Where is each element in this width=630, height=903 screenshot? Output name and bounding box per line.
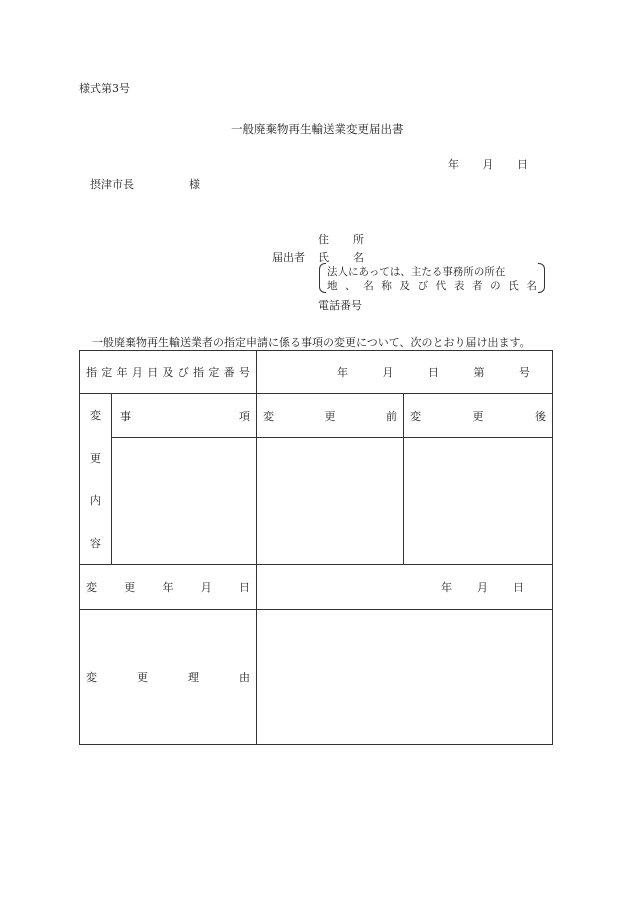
after-label-cell — [404, 394, 553, 438]
change-table — [79, 350, 553, 745]
addressee-honorific: 様 — [189, 178, 200, 191]
change-content-label-cell — [80, 394, 112, 565]
item-label: 事 項 — [120, 409, 250, 423]
name-label: 氏 名 — [318, 251, 364, 264]
corporate-note-line-1: 法人にあっては、主たる事務所の所在 — [327, 266, 506, 278]
year-label: 年 — [448, 158, 459, 171]
corporate-note — [327, 263, 537, 291]
addressee — [90, 176, 200, 192]
applicant-label: 届出者 — [272, 251, 305, 264]
change-date-row — [80, 565, 553, 610]
change-header-row — [80, 394, 553, 438]
phone-label: 電話番号 — [318, 299, 362, 312]
designation-value: 年 月 日 第 号 — [337, 366, 530, 379]
day-label: 日 — [517, 158, 528, 171]
addressee-name: 摂津市長 — [90, 178, 134, 191]
change-date-value: 年 月 日 — [441, 581, 524, 594]
address-label: 住 所 — [318, 233, 364, 246]
change-content-label: 変 更 内 容 — [90, 409, 101, 550]
before-value-cell[interactable] — [257, 438, 404, 565]
designation-label: 指 定 年 月 日 及 び 指 定 番 号 — [86, 366, 250, 379]
month-label: 月 — [482, 158, 494, 171]
designation-label-cell — [80, 351, 257, 394]
change-date-label: 変 更 年 月 日 — [86, 581, 250, 594]
reason-value-cell[interactable] — [257, 610, 553, 745]
reason-label: 変 更 理 由 — [86, 671, 250, 684]
form-number: 様式第3号 — [79, 82, 130, 95]
date-line — [448, 156, 528, 172]
page-title: 一般廃棄物再生輸送業変更届出書 — [231, 122, 404, 136]
item-value-cell[interactable] — [112, 438, 257, 565]
intro-text: 一般廃棄物再生輸送業者の指定申請に係る事項の変更について、次のとおり届け出ます。 — [92, 336, 531, 349]
item-label-cell — [112, 394, 257, 438]
change-date-label-cell — [80, 565, 257, 610]
reason-row — [80, 610, 553, 745]
reason-label-cell — [80, 610, 257, 745]
designation-value-cell[interactable] — [257, 351, 553, 394]
after-value-cell[interactable] — [404, 438, 553, 565]
left-brace — [319, 263, 326, 293]
designation-row — [80, 351, 553, 394]
corporate-note-line-2: 地 、 名 称 及 び 代 表 者 の 氏 名 — [327, 280, 537, 292]
before-label-cell — [257, 394, 404, 438]
after-label: 変 更 後 — [410, 409, 546, 423]
before-label: 変 更 前 — [263, 409, 397, 423]
right-brace — [538, 263, 545, 293]
change-date-value-cell[interactable] — [257, 565, 553, 610]
change-body-row — [80, 438, 553, 565]
